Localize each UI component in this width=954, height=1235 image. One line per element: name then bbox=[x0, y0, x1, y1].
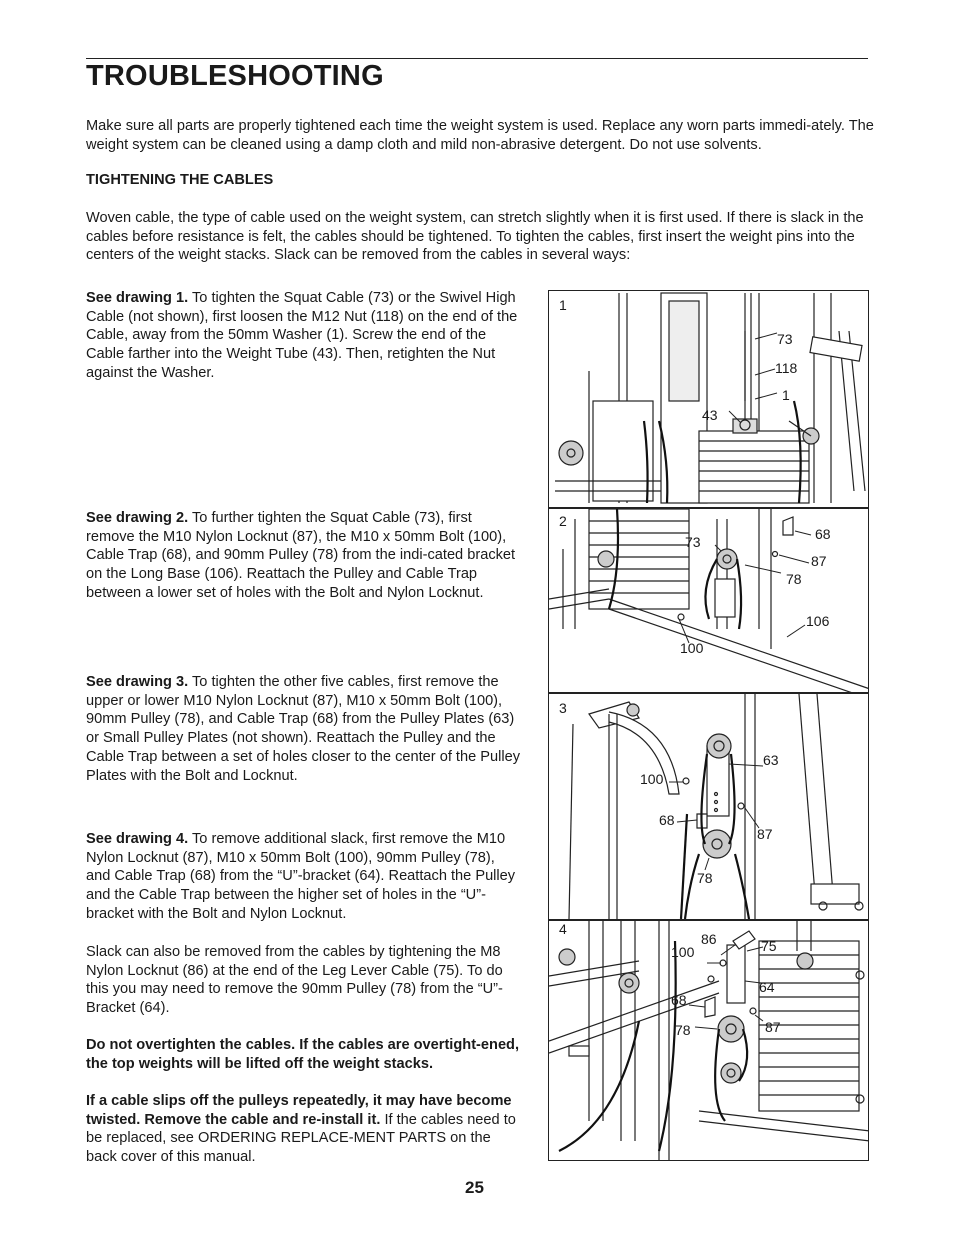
callout-78: 78 bbox=[675, 1022, 691, 1038]
intro-paragraph: Make sure all parts are properly tightened each time the weight system is used. Replace any worn parts immedi-ately. The weight system can be cleaned using a damp cloth and mild non-abrasive detergent. Do not use solvents. bbox=[86, 118, 874, 153]
callout-118: 118 bbox=[775, 360, 798, 376]
slip-text: If the cables need to be replaced, see ORDERING REPLACE-MENT PARTS on the back cover of this manual. bbox=[86, 1111, 516, 1166]
slack-paragraph: Slack can also be removed from the cables by tightening the M8 Nylon Locknut (86) at the end of the Leg Lever Cable (75). To do this you may need to remove the 90mm Pulley (78) from the “U”-Bracket (64). bbox=[86, 944, 503, 1017]
callout-87: 87 bbox=[811, 553, 827, 569]
drawing-1-illustration bbox=[549, 291, 868, 507]
callout-87: 87 bbox=[765, 1019, 781, 1035]
drawing-1-number: 1 bbox=[559, 297, 567, 313]
drawings-figure bbox=[548, 290, 869, 1161]
drawing-2-number: 2 bbox=[559, 513, 567, 529]
callout-73: 73 bbox=[777, 331, 793, 347]
step-4-lead: See drawing 4. bbox=[86, 831, 189, 847]
callout-100: 100 bbox=[640, 771, 664, 787]
drawing-3-number: 3 bbox=[559, 700, 567, 716]
callout-100: 100 bbox=[680, 640, 704, 656]
drawing-1 bbox=[549, 291, 868, 507]
callout-64: 64 bbox=[759, 979, 775, 995]
page-number: 25 bbox=[465, 1178, 484, 1197]
callout-86: 86 bbox=[701, 931, 717, 947]
step-drawing-1 bbox=[86, 289, 522, 383]
callout-68: 68 bbox=[671, 992, 687, 1008]
callout-63: 63 bbox=[763, 752, 779, 768]
step-drawing-2 bbox=[86, 509, 522, 603]
header-rule bbox=[86, 58, 868, 59]
callout-106: 106 bbox=[806, 613, 830, 629]
section-heading: TIGHTENING THE CABLES bbox=[86, 172, 274, 188]
step-drawing-4 bbox=[86, 830, 522, 924]
callout-75: 75 bbox=[761, 938, 777, 954]
drawing-3 bbox=[549, 694, 868, 919]
drawing-4 bbox=[549, 921, 868, 1160]
drawing-4-number: 4 bbox=[559, 921, 567, 937]
step-2-text: To further tighten the Squat Cable (73), first remove the M10 Nylon Locknut (87), the M10 x 50mm Bolt (100), Cable Trap (68), and 90mm Pulley (78) from the indi-cated bracket on the Long Base (106). Reattach the Pulley and Cable Trap between a lower set of holes with the Bolt and Nylon Locknut. bbox=[86, 510, 516, 601]
callout-100: 100 bbox=[671, 944, 695, 960]
callout-1: 1 bbox=[782, 387, 790, 403]
step-drawing-3 bbox=[86, 673, 522, 785]
callout-87: 87 bbox=[757, 826, 773, 842]
step-1-lead: See drawing 1. bbox=[86, 290, 189, 306]
callout-78: 78 bbox=[697, 870, 713, 886]
step-3-lead: See drawing 3. bbox=[86, 674, 189, 690]
step-1-text: To tighten the Squat Cable (73) or the Swivel High Cable (not shown), first loosen the M12 Nut (118) on the end of the Cable, away from the 50mm Washer (1). Screw the end of the Cable farther into the Weight Tube (43). Then, retighten the Nut against the Washer. bbox=[86, 290, 518, 381]
slip-bold-text: If a cable slips off the pulleys repeatedly, it may have become twisted. Remove the cable and re-install it. bbox=[86, 1093, 512, 1128]
overtighten-warning: Do not overtighten the cables. If the cables are overtight-ened, the top weights will be lifted off the weight stacks. bbox=[86, 1037, 520, 1072]
drawing-4-illustration bbox=[549, 921, 868, 1160]
callout-73: 73 bbox=[685, 534, 701, 550]
callout-78: 78 bbox=[786, 571, 802, 587]
page-title: TROUBLESHOOTING bbox=[86, 60, 384, 92]
callout-68: 68 bbox=[815, 526, 831, 542]
callout-43: 43 bbox=[702, 407, 718, 423]
callout-68: 68 bbox=[659, 812, 675, 828]
step-4-text: To remove additional slack, first remove the M10 Nylon Locknut (87), M10 x 50mm Bolt (100), 90mm Pulley (78), and Cable Trap (68) from the “U”-bracket (64). Reattach the Pulley and the Cable Trap between the higher set of holes in the “U”-bracket with the Bolt and Nylon Locknut. bbox=[86, 831, 516, 922]
cable-slip-paragraph bbox=[86, 1092, 522, 1167]
cables-intro-paragraph: Woven cable, the type of cable used on the weight system, can stretch slightly when it is first used. If there is slack in the cables before resistance is felt, the cables should be tightened. To tighten the cables, first insert the weight pins into the centers of the weight stacks. Slack can be removed from the cables in several ways: bbox=[86, 210, 864, 264]
step-2-lead: See drawing 2. bbox=[86, 510, 189, 526]
drawing-2 bbox=[549, 509, 868, 692]
step-3-text: To tighten the other five cables, first remove the upper or lower M10 Nylon Locknut (87), M10 x 50mm Bolt (100), 90mm Pulley (78), and Cable Trap (68) from the Pulley Plates (63) or Small Pulley Plates (not shown). Reattach the Pulley and the Cable Trap between a set of holes closer to the center of the Pulley Plates with the Bolt and Locknut. bbox=[86, 674, 521, 784]
